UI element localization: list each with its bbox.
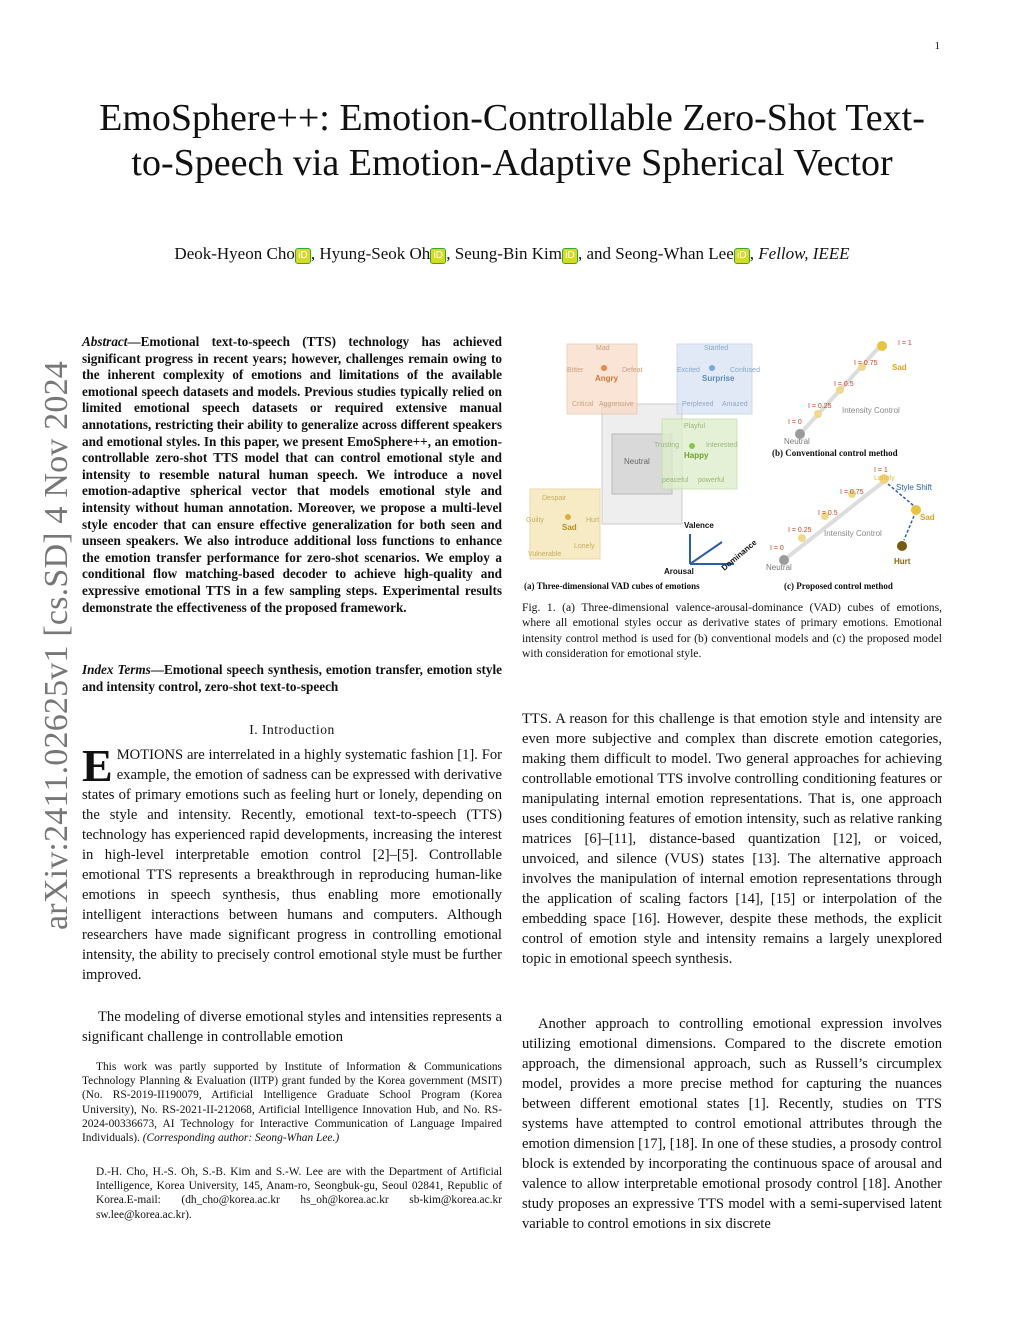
surprise-point	[709, 365, 715, 371]
label-playful: Playful	[684, 423, 706, 430]
label-critical: Critical	[572, 401, 594, 408]
footnote-affiliation-text: D.-H. Cho, H.-S. Oh, S.-B. Kim and S.-W. Lee are with the Department of Artificial Intelligence, Korea University, 145, Anam-ro, Seongbuk-gu, Seoul 02841, Republic of Korea.E-mail: (dh_cho@korea.ac.kr hs_oh@korea.ac.kr sb-kim@korea.ac.kr sw.lee@korea.ac.kr).	[96, 1166, 502, 1221]
author-1: Deok-Hyeon Cho	[174, 244, 295, 263]
orcid-icon[interactable]: iD	[431, 249, 445, 263]
conv-label-i05: I = 0.5	[834, 381, 854, 388]
conv-label-sad: Sad	[892, 363, 907, 372]
label-hurt-cube: Hurt	[586, 517, 600, 524]
prop-label-neutral: Neutral	[766, 563, 792, 572]
label-aggressive: Aggressive	[599, 401, 634, 408]
label-vulnerable: Vulnerable	[528, 551, 562, 558]
figure-1	[522, 334, 942, 596]
vad-cube-panel	[524, 344, 760, 591]
label-powerful: powerful	[698, 477, 725, 484]
label-amazed: Amazed	[722, 401, 748, 408]
figure-caption: Fig. 1. (a) Three-dimensional valence-arousal-dominance (VAD) cubes of emotions, where all emotional styles occur as derivative states of primary emotions. Emotional intensity control method is used for (b) conventional models and (c) the proposed model with consideration for emotional style.	[522, 601, 942, 661]
intro-paragraph-2: The modeling of diverse emotional styles and intensities represents a significant challenge in controllable emotion	[82, 1009, 502, 1045]
conv-label-axis: Intensity Control	[842, 406, 900, 415]
prop-hurt-point	[897, 541, 907, 551]
author-2: Hyung-Seok Oh	[319, 244, 431, 263]
paper-title: EmoSphere++: Emotion-Controllable Zero-Shot Text-to-Speech via Emotion-Adaptive Spherical Vector	[99, 97, 925, 184]
label-defeat: Defeat	[622, 367, 643, 374]
prop-label-i05: I = 0.5	[818, 510, 838, 517]
index-terms: Index Terms—Emotional speech synthesis, emotion transfer, emotion style and intensity control, zero-shot text-to-speech	[82, 662, 503, 694]
conv-label-i075: I = 0.75	[854, 360, 878, 367]
conv-label-neutral: Neutral	[784, 437, 810, 446]
label-neutral: Neutral	[624, 457, 650, 466]
prop-label-i025: I = 0.25	[788, 527, 812, 534]
label-bitter: Bitter	[567, 367, 584, 374]
conv-label-i025: I = 0.25	[808, 403, 832, 410]
right-paragraph-2: Another approach to controlling emotional expression involves utilizing emotional dimensions. Compared to the discrete emotion approach, the dimensional approach, such as Russell’s circumplex model, provides a more precise method for capturing the nuances between different emotional states [1]. Recently, studies on TTS systems have attempted to control emotional attributes through the emotion dimension [17], [18]. In one of these studies, a prosody control block is extended by incorporating the continuous space of arousal and valence to allow interpretable emotional prosody control [18]. Another study proposes an expressive TTS model with a semi-supervised latent variable to control emotions in six discrete	[522, 1016, 942, 1232]
label-trusting: Trusting	[654, 442, 680, 449]
prop-label-lonely: Lonely	[874, 475, 895, 482]
dominance-axis	[690, 542, 722, 564]
author-4: and Seong-Whan Lee	[586, 244, 734, 263]
label-dominance: Dominance	[719, 537, 759, 573]
happy-point	[689, 443, 695, 449]
sad-point	[565, 514, 571, 520]
label-despair: Despair	[542, 495, 567, 502]
footnote-corresponding: (Corresponding author: Seong-Whan Lee.)	[142, 1132, 340, 1145]
figure-1-graphic	[522, 334, 942, 596]
label-lonely-cube: Lonely	[574, 543, 595, 550]
prop-label-hurt: Hurt	[894, 557, 911, 566]
subcaption-b: (b) Conventional control method	[772, 448, 898, 458]
abstract: Abstract—Emotional text-to-speech (TTS) technology has achieved significant progress in recent years; however, challenges remain owing to the inherent complexity of emotions and limitations of the available emotional speech datasets and models. Previous studies typically relied on limited emotional speech datasets or required extensive manual annotations, restricting their ability to generalize across different speakers and emotional styles. In this paper, we present EmoSphere++, an emotion-controllable zero-shot TTS model that can control emotional style and intensity to resemble natural human speech. We introduce a novel emotion-adaptive spherical vector that models emotional style and intensity without human annotation. Moreover, we propose a multi-level style encoder that can ensure effective generalization for both seen and unseen speakers. We also introduce additional loss functions to enhance the emotion transfer performance for zero-shot scenarios. We employ a conditional flow matching-based decoder to achieve high-quality and expressive emotional TTS in a few sampling steps. Experimental results demonstrate the effectiveness of the proposed framework.	[82, 334, 502, 615]
author-list: Deok-Hyeon Cho iD , Hyung-Seok Oh iD , Seung-Bin Kim iD , and Seong-Whan Lee iD , Fellow, IEEE	[174, 244, 850, 263]
prop-point-025	[798, 534, 806, 542]
intro-paragraph-1-text: MOTIONS are interrelated in a highly systematic fashion [1]. For example, the emotion of sadness can be expressed with derivative states of primary emotions such as feeling hurt or lonely, depending on the style and intensity. Recently, emotional text-to-speech (TTS) technology has experienced rapid developments, increasing the interest in high-level interpretable emotion control [2]–[5]. Controllable emotional TTS represents a breakthrough in reproducing human-like emotions in speech synthesis, thus enabling more emotionally intelligent interactions between humans and computers. Although researchers have made significant progress in controlling emotional intensity, the ability to precisely control emotional style must be further improved.	[82, 747, 502, 983]
section-heading: I. Introduction	[249, 722, 335, 737]
prop-label-sad: Sad	[920, 513, 935, 522]
label-surprise: Surprise	[702, 374, 735, 383]
label-angry: Angry	[595, 374, 619, 383]
intro-paragraph-1	[82, 740, 502, 985]
conv-label-i0: I = 0	[788, 419, 802, 426]
conv-sad-point	[877, 341, 887, 351]
label-startled: Startled	[704, 345, 729, 352]
label-mad: Mad	[596, 345, 610, 352]
prop-label-style-shift: Style Shift	[896, 483, 933, 492]
label-peaceful: peaceful	[662, 477, 689, 484]
footnote-funding-text: This work was partly supported by Institute of Information & Communications Technology Planning & Evaluation (IITP) grant funded by the Korea government (MSIT) (No. RS-2019-II190079, Artificial Intelligence Graduate School Program (Korea University), No. RS-2021-II-212068, Artificial Intelligence Innovation Hub, and No. RS-2024-00336673, AI Technology for Interactive Communication of Language Impaired Individuals).	[82, 1061, 502, 1145]
label-arousal: Arousal	[664, 567, 694, 576]
label-excited: Excited	[677, 367, 700, 374]
prop-label-i1: I = 1	[874, 467, 888, 474]
author-suffix: Fellow, IEEE	[758, 244, 850, 263]
prop-label-i075: I = 0.75	[840, 489, 864, 496]
angry-point	[601, 365, 607, 371]
subcaption-c: (c) Proposed control method	[784, 581, 893, 591]
label-valence: Valence	[684, 521, 714, 530]
subcaption-a: (a) Three-dimensional VAD cubes of emotions	[524, 581, 700, 591]
footnote-funding	[82, 1060, 502, 1145]
label-happy: Happy	[684, 451, 709, 460]
prop-path	[784, 479, 887, 560]
arxiv-sidebar-id: arXiv:2411.02625v1 [cs.SD] 4 Nov 2024	[38, 361, 75, 930]
author-3: Seung-Bin Kim	[454, 244, 562, 263]
index-terms-label: Index Terms	[82, 662, 151, 677]
index-terms-text: Emotional speech synthesis, emotion transfer, emotion style and intensity control, zero-shot text-to-speech	[82, 662, 503, 694]
label-guilty: Guilty	[526, 517, 544, 524]
page-number: 1	[934, 40, 940, 52]
label-confused: Confused	[730, 367, 760, 374]
prop-label-axis: Intensity Control	[824, 529, 882, 538]
label-perplexed: Perplexed	[682, 401, 714, 408]
abstract-label: Abstract	[82, 334, 128, 349]
footnote-affiliation	[82, 1165, 502, 1222]
conventional-control-panel	[772, 340, 912, 458]
abstract-text: Emotional text-to-speech (TTS) technology has achieved significant progress in recent years; however, challenges remain owing to the inherent complexity of emotions and limitations of the available emotional speech datasets and models. Previous studies typically relied on limited emotional speech datasets or required extensive manual annotations, restricting their ability to generalize across different speakers and emotional styles. In this paper, we present EmoSphere++, an emotion-controllable zero-shot TTS model that can control emotional style and intensity to resemble natural human speech. We introduce a novel emotion-adaptive spherical vector that models emotional style and intensity without human annotation. Moreover, we propose a multi-level style encoder that can ensure effective generalization for both seen and unseen speakers. We also introduce additional loss functions to enhance the emotion transfer performance for zero-shot scenarios. We employ a conditional flow matching-based decoder to achieve high-quality and expressive emotional TTS in a few sampling steps. Experimental results demonstrate the effectiveness of the proposed framework.	[82, 334, 502, 615]
drop-cap: E	[82, 740, 113, 791]
conv-label-i1: I = 1	[898, 340, 912, 347]
orcid-icon[interactable]: iD	[296, 249, 310, 263]
proposed-control-panel	[766, 467, 935, 591]
orcid-icon[interactable]: iD	[563, 249, 577, 263]
prop-label-i0: I = 0	[770, 545, 784, 552]
label-sad-cube: Sad	[562, 523, 577, 532]
conv-point-025	[814, 410, 822, 418]
right-paragraph-1: TTS. A reason for this challenge is that emotion style and intensity are even more subjective and complex than discrete emotion categories, making them difficult to model. Two general approaches for achieving controllable emotional TTS involve controlling conditioning features or manipulating internal emotion representations. That is, one approach uses conditioning features of emotion intensity, such as relative ranking matrices [6]–[11], distance-based quantization [12], or voiced, unvoiced, and silence (VUS) states [13]. The alternative approach involves the manipulation of internal emotion representations through the application of scaling factors [14], [15] or interpolation of the embedding space [16]. However, despite these methods, the explicit control of emotion style and intensity remains a largely unexplored topic in emotional speech synthesis.	[522, 711, 942, 967]
orcid-icon[interactable]: iD	[735, 249, 749, 263]
style-shift-arrow-2	[904, 516, 914, 540]
label-interested: Interested	[706, 442, 738, 449]
